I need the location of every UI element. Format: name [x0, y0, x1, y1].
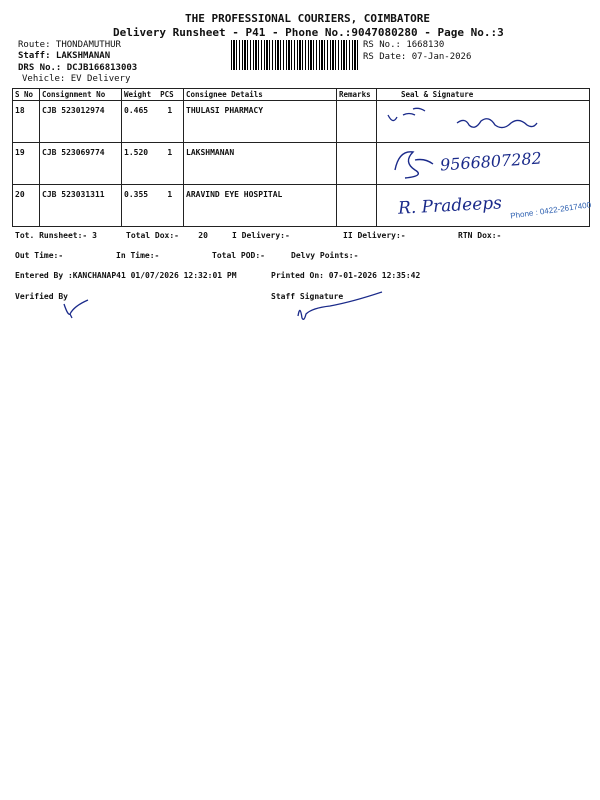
rs-date-label: RS Date: 07-Jan-2026	[363, 52, 472, 62]
rs-no-label: RS No.: 1668130	[363, 40, 445, 50]
drs-no-label: DRS No.: DCJB166813003	[18, 63, 138, 73]
cell-consignee: LAKSHMANAN	[184, 143, 337, 185]
signature-row20-name: R. Pradeeps	[397, 193, 503, 219]
col-consignee: Consignee Details	[184, 89, 337, 101]
cell-consignee: THULASI PHARMACY	[184, 101, 337, 143]
col-consignment: Consignment No	[40, 89, 122, 101]
entered-by: Entered By :KANCHANAP41 01/07/2026 12:32:01 PM	[15, 271, 237, 280]
table-row	[13, 185, 590, 227]
verified-by-label: Verified By	[15, 292, 68, 301]
cell-sno: 19	[13, 143, 40, 185]
cell-weight-pcs: 1.520 1	[122, 143, 184, 185]
staff-signature-label: Staff Signature	[271, 292, 344, 301]
tot-runsheet: Tot. Runsheet:- 3	[15, 231, 97, 240]
stamp-row20: Phone : 0422-2617400	[509, 200, 592, 221]
cell-sno: 20	[13, 185, 40, 227]
printed-on: Printed On: 07-01-2026 12:35:42	[271, 271, 421, 280]
barcode	[231, 40, 359, 70]
i-delivery: I Delivery:-	[232, 231, 290, 240]
total-dox: Total Dox:- 20	[126, 231, 208, 240]
cell-consignment: CJB 523069774	[40, 143, 122, 185]
col-remarks: Remarks	[337, 89, 377, 101]
total-pod: Total POD:-	[212, 251, 265, 260]
cell-remarks	[337, 185, 377, 227]
cell-consignee: ARAVIND EYE HOSPITAL	[184, 185, 337, 227]
rtn-dox: RTN Dox:-	[458, 231, 502, 240]
out-time: Out Time:-	[15, 251, 64, 260]
table-header-row	[13, 89, 590, 101]
ii-delivery: II Delivery:-	[343, 231, 406, 240]
staff-signature	[290, 290, 390, 324]
cell-weight-pcs: 0.355 1	[122, 185, 184, 227]
col-seal-signature: Seal & Signature	[377, 89, 590, 101]
cell-remarks	[337, 143, 377, 185]
col-weight-pcs: Weight PCS	[122, 89, 184, 101]
in-time: In Time:-	[116, 251, 160, 260]
vehicle-label: Vehicle: EV Delivery	[22, 74, 131, 84]
cell-sno: 18	[13, 101, 40, 143]
cell-consignment: CJB 523031311	[40, 185, 122, 227]
route-label: Route: THONDAMUTHUR	[18, 40, 121, 50]
cell-remarks	[337, 101, 377, 143]
delvy-points: Delvy Points:-	[291, 251, 359, 260]
col-sno: S No	[13, 89, 40, 101]
cell-consignment: CJB 523012974	[40, 101, 122, 143]
staff-label: Staff: LAKSHMANAN	[18, 51, 111, 61]
cell-weight-pcs: 0.465 1	[122, 101, 184, 143]
signature-row19-number: 9566807282	[439, 148, 543, 175]
verified-signature	[58, 296, 108, 322]
runsheet-subtitle: Delivery Runsheet - P41 - Phone No.:9047080280 - Page No.:3	[113, 26, 504, 39]
page-title: THE PROFESSIONAL COURIERS, COIMBATORE	[185, 12, 431, 25]
signature-row18	[385, 103, 555, 139]
